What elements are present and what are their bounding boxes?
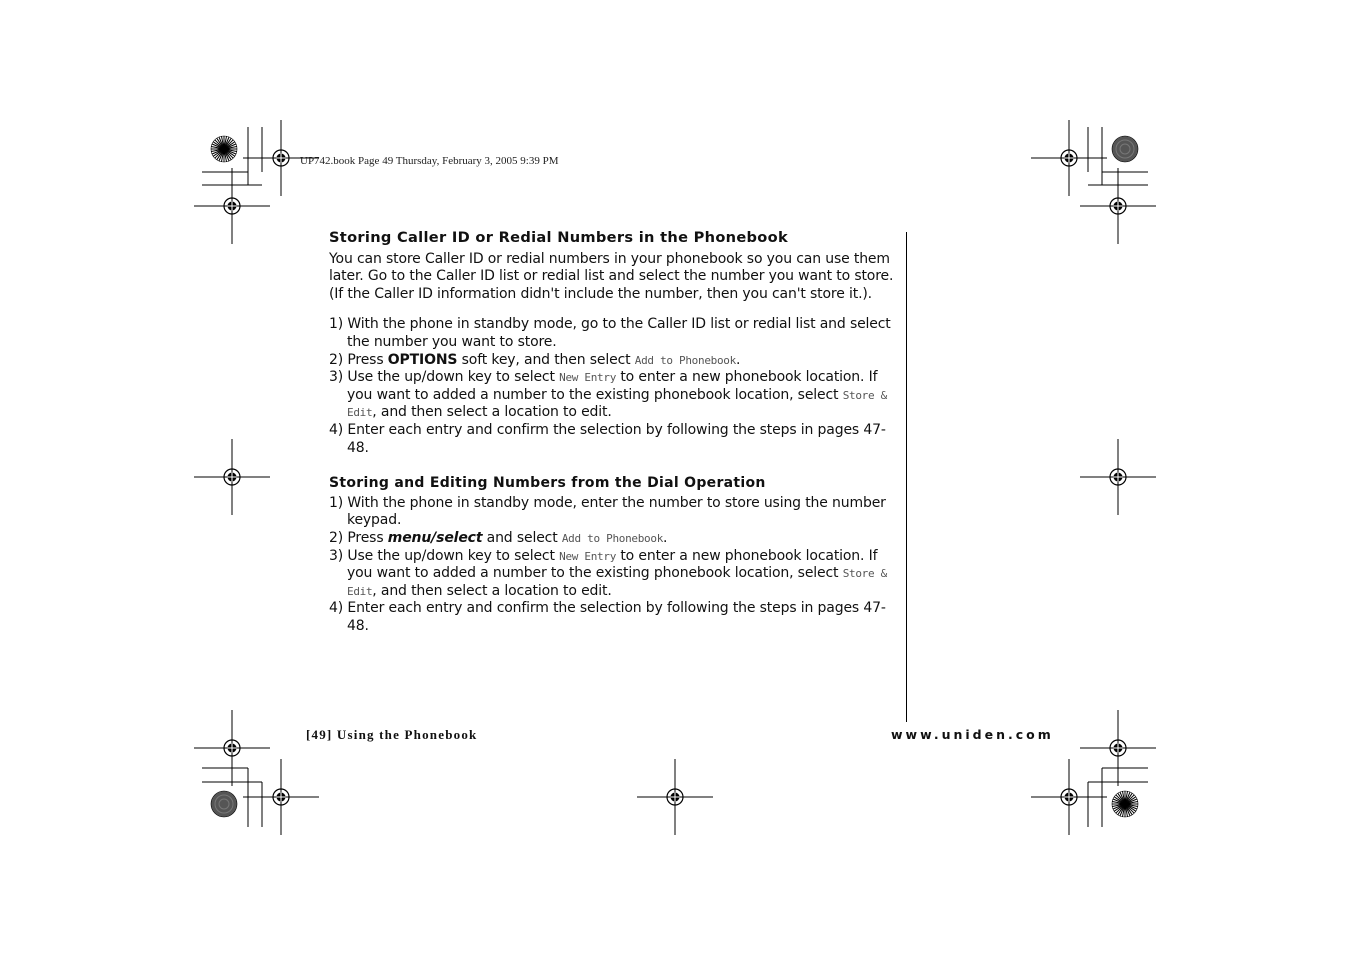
section-dial-operation [329, 475, 895, 635]
section-title-caller-id: Storing Caller ID or Redial Numbers in the Phonebook [329, 229, 788, 246]
options-key-label: OPTIONS [387, 351, 458, 368]
lcd-text: New Entry [559, 371, 617, 385]
list-item: 4) Enter each entry and confirm the selection by following the steps in pages 47-48. [329, 600, 886, 634]
list-item: 1) With the phone in standby mode, enter the number to store using the number keypad. [329, 494, 886, 529]
lcd-text: New Entry [559, 549, 617, 563]
list-item: 4) Enter each entry and confirm the selection by following the steps in pages 47-48. [329, 421, 886, 456]
page-footer-section: [49] Using the Phonebook [306, 727, 478, 742]
lcd-text: Store & Edit [347, 567, 887, 598]
section-title-dial: Storing and Editing Numbers from the Dial Operation [329, 475, 766, 492]
lcd-text: Add to Phonebook [561, 531, 664, 545]
list-item: 3) Use the up/down key to select New Entry to enter a new phonebook location. If you want to added a number to the existing phonebook location, select Store & Edit, and then select a location to edit. [329, 369, 887, 421]
list-item: 1) With the phone in standby mode, go to the Caller ID list or redial list and select the number you want to store. [329, 316, 891, 350]
intro-paragraph: You can store Caller ID or redial numbers in your phonebook so you can use them later. Go to the Caller ID list or redial list and select the number you want to store. (If the Caller ID information didn't include the number, then you can't store it.). [329, 250, 894, 302]
steps-list-dial [329, 495, 895, 636]
menu-select-key-label: menu/select [387, 529, 483, 546]
lcd-text: Store & Edit [347, 388, 887, 420]
page-footer-url: www.uniden.com [891, 727, 1054, 742]
print-slug: UP742.book Page 49 Thursday, February 3, 2005 9:39 PM [300, 155, 559, 167]
list-item: 2) Press OPTIONS soft key, and then select Add to Phonebook. [329, 351, 741, 368]
margin-rule [906, 232, 907, 722]
page-content [329, 229, 895, 635]
list-item: 2) Press menu/select and select Add to Phonebook. [329, 529, 668, 546]
list-item: 3) Use the up/down key to select New Entry to enter a new phonebook location. If you want to added a number to the existing phonebook location, select Store & Edit, and then select a location to edit. [329, 547, 887, 599]
steps-list-caller-id [329, 316, 895, 457]
lcd-text: Add to Phonebook [634, 353, 736, 367]
